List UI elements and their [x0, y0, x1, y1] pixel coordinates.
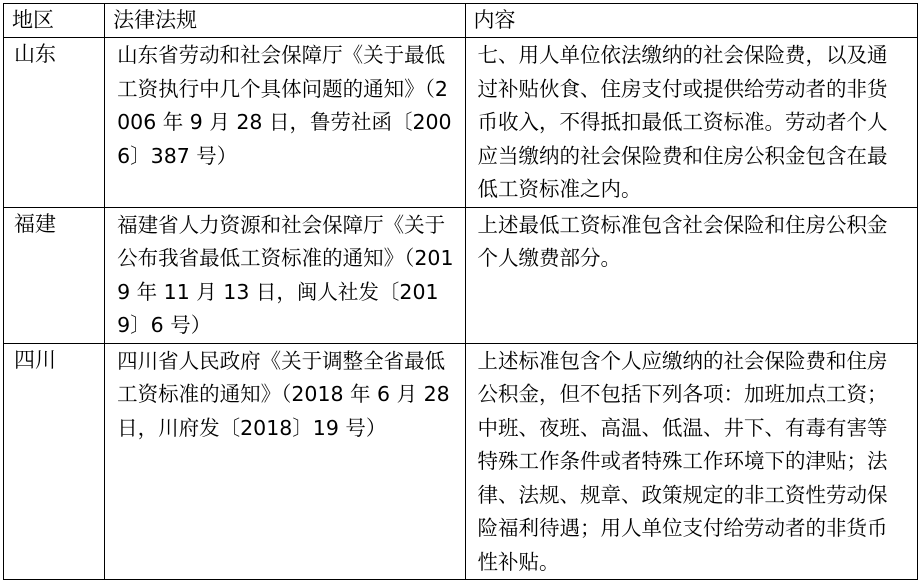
cell-region: 四川: [4, 343, 105, 580]
header-law: 法律法规: [105, 4, 465, 38]
table-row-sichuan: [4, 343, 918, 580]
cell-content: 上述标准包含个人应缴纳的社会保险费和住房公积金，但不包括下列各项：加班加点工资；中班、夜班、高温、低温、井下、有毒有害等特殊工作条件或者特殊工作环境下的津贴；法律、法规、规章、政策规定的非工资性劳动保险福利待遇；用人单位支付给劳动者的非货币性补贴。: [465, 343, 918, 580]
header-content: 内容: [465, 4, 918, 38]
table-row-shandong: [4, 38, 918, 208]
cell-content: 上述最低工资标准包含社会保险和住房公积金个人缴费部分。: [465, 207, 918, 343]
cell-law: 四川省人民政府《关于调整全省最低工资标准的通知》（2018 年 6 月 28 日，川府发〔2018〕19 号）: [105, 343, 465, 580]
table-row-fujian: [4, 207, 918, 343]
cell-content: 七、用人单位依法缴纳的社会保险费，以及通过补贴伙食、住房支付或提供给劳动者的非货币收入，不得抵扣最低工资标准。劳动者个人应当缴纳的社会保险费和住房公积金包含在最低工资标准之内。: [465, 38, 918, 208]
cell-law: 福建省人力资源和社会保障厅《关于公布我省最低工资标准的通知》（2019 年 11 月 13 日，闽人社发〔2019〕6 号）: [105, 207, 465, 343]
regulation-table: [3, 3, 918, 580]
table-header-row: [4, 4, 918, 38]
header-region: 地区: [4, 4, 105, 38]
cell-law: 山东省劳动和社会保障厅《关于最低工资执行中几个具体问题的通知》（2006 年 9 月 28 日，鲁劳社函〔2006〕387 号）: [105, 38, 465, 208]
cell-region: 福建: [4, 207, 105, 343]
cell-region: 山东: [4, 38, 105, 208]
